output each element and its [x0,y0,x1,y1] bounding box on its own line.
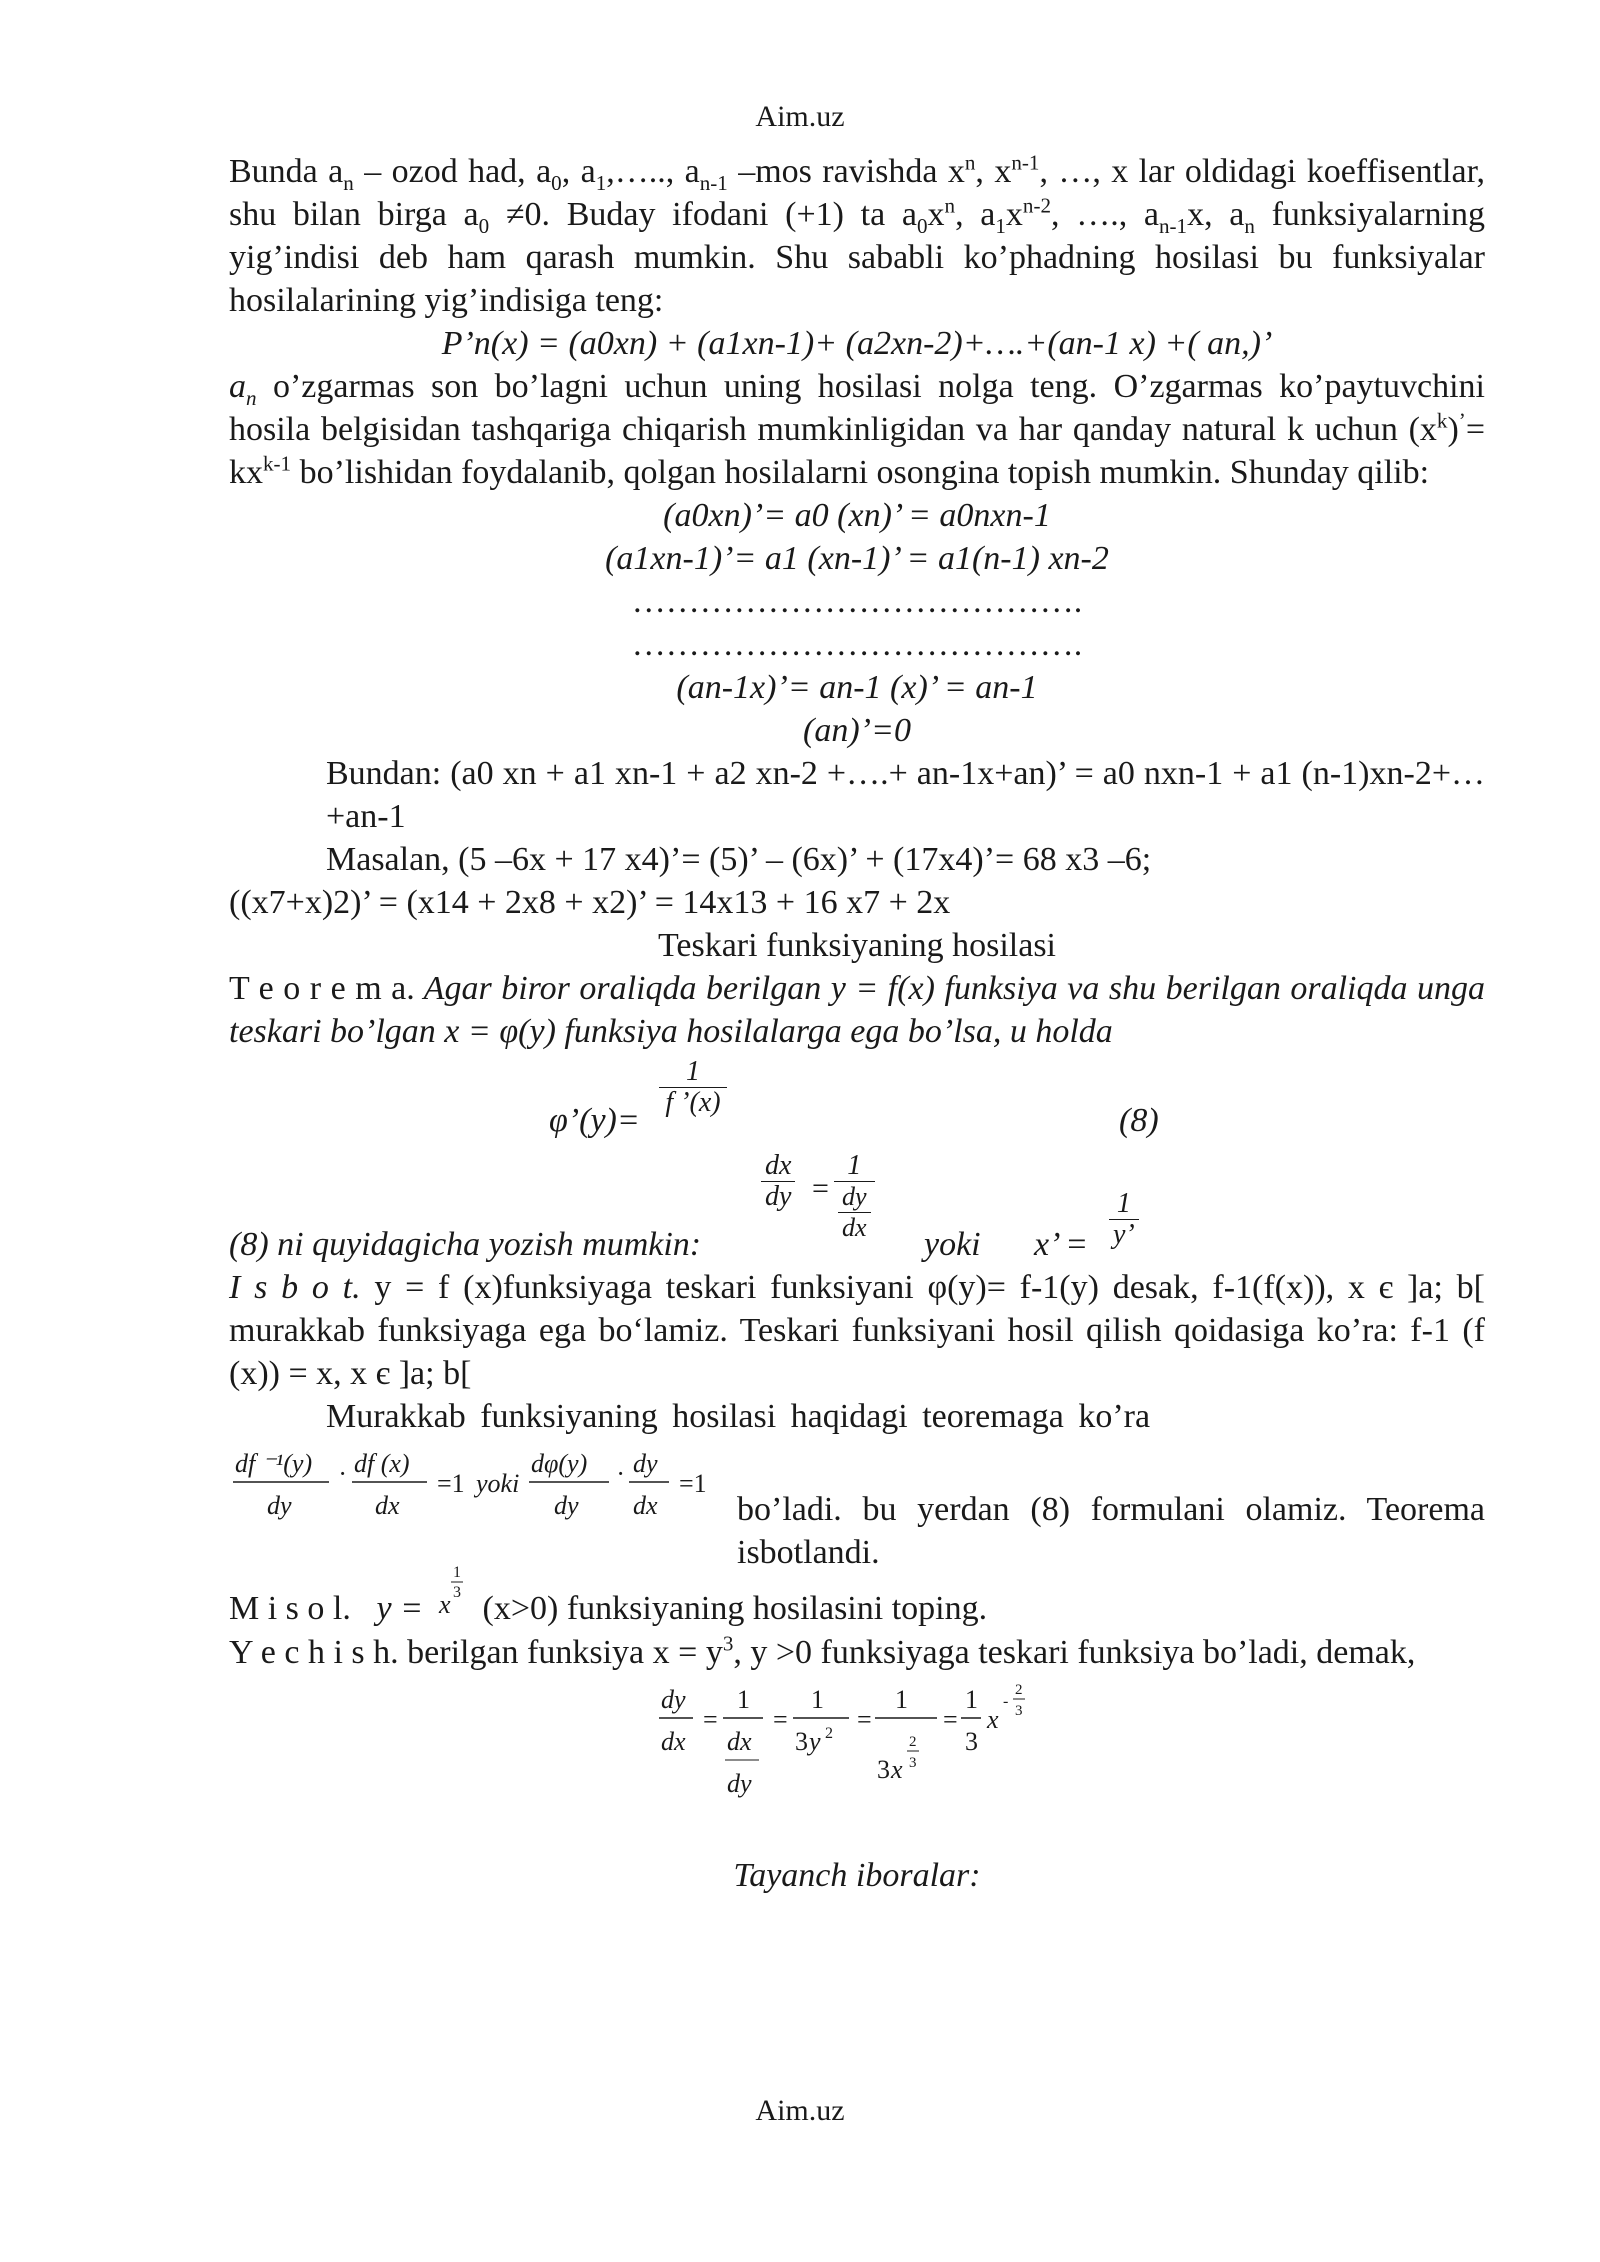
example-line: Masalan, (5 –6x + 17 x4)’= (5)’ – (6x)’ + (17x4)’= 68 x3 –6; [326,841,1152,878]
svg-text:=: = [703,1705,718,1734]
svg-text:3: 3 [877,1755,890,1784]
svg-text:1: 1 [453,1564,461,1581]
x-prime-label: x’ = [1034,1226,1089,1263]
derivative-line: (an)’=0 [803,712,911,749]
misol-rest: (x>0) funksiyaning hosilasini toping. [474,1590,988,1627]
svg-text:dφ(y): dφ(y) [531,1449,588,1478]
one-over-y-prime: $\frac{1}{y’}$ [1109,1189,1139,1250]
theorem-paragraph: T e o r e m a. Agar biror oraliqda berilgan y = f(x) funksiya va shu berilgan oraliqda unga teskari bo’lgan x = φ(y) funksiya hosilalarga ega bo’lsa, u holda [229,970,1485,1050]
derivative-line: (a1xn-1)’= a1 (xn-1)’ = a1(n-1) xn-2 [605,540,1109,577]
svg-text:1: 1 [737,1685,750,1714]
svg-text:x: x [987,1705,999,1734]
svg-text:2: 2 [909,1734,917,1750]
svg-text:yoki: yoki [476,1469,520,1498]
final-derivative-formula [659,1674,1079,1814]
svg-text:1: 1 [965,1685,978,1714]
equals-sign: = [812,1172,829,1205]
bundan-line: Bundan: (a0 xn + a1 xn-1 + a2 xn-2 +….+ an-1x+an)’ = a0 nxn-1 + a1 (n-1)xn-2+…+an-1 [326,755,1485,835]
svg-text:dy: dy [554,1491,579,1520]
svg-text:=1: =1 [437,1469,465,1498]
svg-text:1: 1 [811,1685,824,1714]
misol-y: y = [368,1590,432,1627]
formula-8-fraction: $\frac{1}{f ’(x)}$ [659,1057,727,1118]
key-terms-heading: Tayanch iboralar: [733,1857,981,1894]
misol-label: M i s o l. [229,1590,351,1627]
svg-text:1: 1 [895,1685,908,1714]
svg-text:dy: dy [727,1769,752,1798]
reciprocal-fraction: 1 $\frac{dy}{dx}$ [834,1151,875,1243]
svg-text:dx: dx [375,1491,400,1520]
svg-text:dx: dx [661,1727,686,1756]
svg-text:2: 2 [1015,1682,1023,1698]
chain-rule-tail: bo’ladi. bu yerdan (8) formulani olamiz. Teorema isbotlandi. [737,1491,1485,1571]
derivative-line: (an-1x)’= an-1 (x)’ = an-1 [676,669,1038,706]
svg-text:dx: dx [727,1727,752,1756]
ellipsis-line: …………………………………. [631,583,1083,620]
derivative-line: (a0xn)’= a0 (xn)’ = a0nxn-1 [663,497,1051,534]
svg-text:=: = [943,1705,958,1734]
svg-text:=: = [773,1705,788,1734]
murakkab-line: Murakkab funksiyaning hosilasi haqidagi teoremaga ko’ra [326,1398,1151,1435]
svg-text:df (x): df (x) [354,1449,410,1478]
svg-text:x: x [891,1755,903,1784]
polynomial-derivative-equation: P’n(x) = (a0xn) + (a1xn-1)+ (a2xn-2)+….+(an-1 x) +( an,)’ [441,325,1273,362]
formula-8 [229,1053,1485,1149]
svg-text:-: - [1003,1693,1009,1710]
formula-8-lhs: φ’(y)= [549,1102,640,1139]
svg-text:=: = [857,1705,872,1734]
yechish-paragraph: Y e c h i s h. berilgan funksiya $x = y^3$, y >0 funksiyaga teskari funksiya bo’ladi, demak, [229,1631,1416,1671]
yoki-label: yoki [924,1226,981,1263]
derivative-lines [229,494,1485,752]
svg-text:dx: dx [633,1491,658,1520]
svg-text:2: 2 [825,1725,833,1742]
example-line-2: ((x7+x)2)’ = (x14 + 2x8 + x2)’ = 14x13 + 16 x7 + 2x [229,884,951,921]
page-header: Aim.uz [755,100,845,133]
page-footer: Aim.uz [755,2094,845,2127]
svg-text:=1: =1 [679,1469,707,1498]
svg-text:dy: dy [661,1685,686,1714]
svg-text:3: 3 [965,1727,978,1756]
misol-row [229,1563,1485,1631]
svg-text:dy: dy [633,1449,658,1478]
paragraph-coefficients: Bunda $a_n$ – ozod had, $a_0$, $a_1,\dots$.., $a_{n-1}$ –mos ravishda $x^n$, $x^{n-1}$, …, x lar oldidagi koeffisentlar, shu bilan birga $a_0 \ne 0$. Buday ifodani (+1) ta $a_0x^n$, $a_1x^{n-2}$, …., $a_{n-1}x$, $a_n$ funksiyalarning yig’indisi deb ham qarash mumkin. Shu sababli ko’phadning hosilasi bu funksiyalar hosilalarining yig’indisiga teng: [229,150,1486,319]
document-body [229,150,1485,1897]
chain-rule-row [229,1438,1485,1571]
proof-paragraph: I s b o t. y = f (x)funksiyaga teskari funksiyani φ(y)= f-1(y) desak, f-1(f(x)), x є ]a; b[ murakkab funksiyaga ega bo‘lamiz. Teskari funksiyani hosil qilish qoidasiga ko’ra: f-1 (f (x)) = x, x є ]a; b[ [229,1269,1485,1392]
write-line-row [229,1223,1485,1266]
cube-root-formula [435,1563,475,1623]
dx-dy-fraction: $\frac{dx}{dy}$ [761,1151,795,1212]
section-title: Teskari funksiyaning hosilasi [657,927,1056,964]
svg-text:dy: dy [267,1491,292,1520]
ellipsis-line: …………………………………. [631,626,1083,663]
paragraph-constant-term: $a_n$ o’zgarmas son bo’lagni uchun uning hosilasi nolga teng. O’zgarmas ko’paytuvchini hosila belgisidan tashqariga chiqarish mumkinligidan va har qanday natural k uchun $(x^k)^’= kx^{k-1}$ bo’lishidan foydalanib, qolgan hosilalarni osongina topish mumkin. Shunday qilib: [229,368,1485,491]
svg-text:3: 3 [453,1584,461,1601]
write-line: (8) ni quyidagicha yozish mumkin: [229,1226,702,1263]
svg-text:3: 3 [909,1755,917,1771]
final-formula-row [229,1674,1485,1814]
svg-text:3: 3 [1015,1703,1023,1719]
svg-text:·: · [339,1459,346,1488]
formula-8-tag: (8) [1119,1102,1159,1139]
svg-text:df ⁻¹(y): df ⁻¹(y) [235,1449,313,1478]
svg-text:3: 3 [795,1727,808,1756]
svg-text:y: y [809,1727,821,1756]
svg-text:·: · [617,1459,624,1488]
chain-rule-formula [229,1438,749,1520]
svg-text:x: x [439,1590,451,1619]
